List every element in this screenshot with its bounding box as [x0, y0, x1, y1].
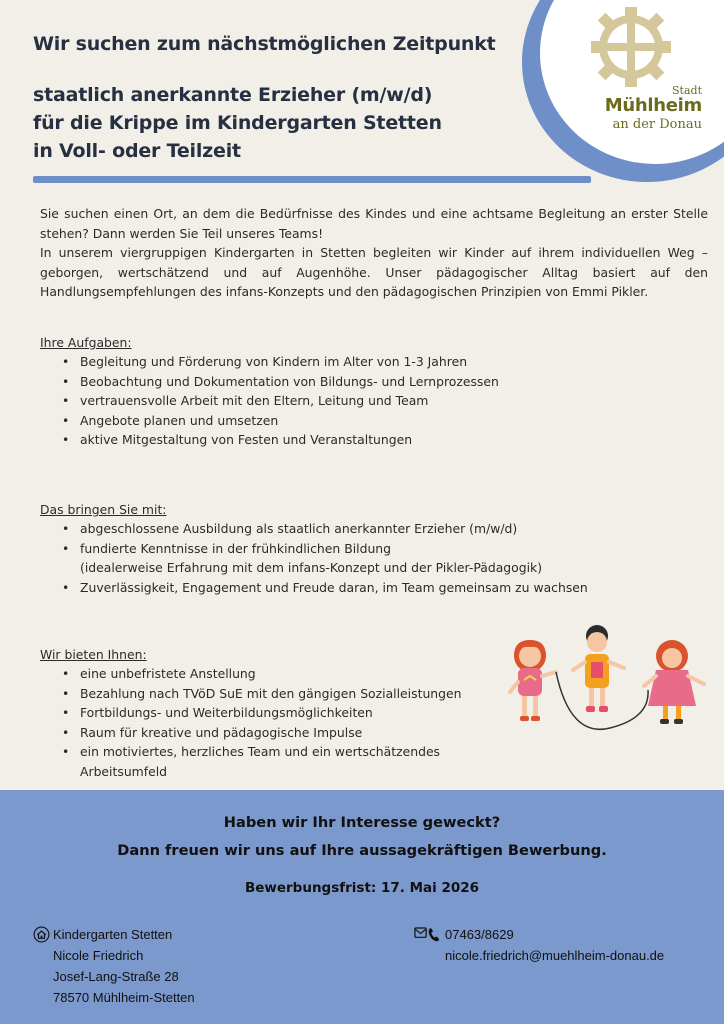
tasks-heading: Ihre Aufgaben:: [40, 335, 132, 350]
list-item: [62, 539, 700, 578]
job-title-line: für die Krippe im Kindergarten Stetten: [33, 112, 442, 134]
address-line: Josef-Lang-Straße 28: [53, 969, 179, 984]
job-title-line: staatlich anerkannte Erzieher (m/w/d): [33, 84, 433, 106]
tasks-list: [62, 352, 700, 450]
email-address: nicole.friedrich@muehlheim-donau.de: [445, 948, 665, 963]
address-line: Kindergarten Stetten: [53, 927, 173, 942]
list-item: • ein motiviertes, herzliches Team und ein wertschätzendes Arbeitsumfeld: [62, 742, 510, 781]
contact-row: [414, 924, 664, 945]
logo-line-stadt: Stadt: [672, 84, 702, 97]
requirements-heading: Das bringen Sie mit:: [40, 502, 167, 517]
address-row: [33, 945, 195, 966]
home-icon: [33, 926, 50, 943]
list-item-continuation: (idealerweise Erfahrung mit dem infans-Konzept und der Pikler-Pädagogik): [80, 560, 543, 576]
list-item: • abgeschlossene Ausbildung als staatlich anerkannter Erzieher (m/w/d): [62, 519, 700, 539]
address-row: [33, 924, 195, 945]
list-item: • Fortbildungs- und Weiterbildungsmöglichkeiten: [62, 703, 510, 723]
address-row: [33, 966, 195, 987]
intro-text: [40, 204, 708, 302]
intro-paragraph: Sie suchen einen Ort, an dem die Bedürfnisse des Kindes und eine achtsame Begleitung an erster Stelle stehen? Dann werden Sie Teil unseres Teams!: [40, 206, 708, 241]
job-title: [33, 81, 513, 165]
contact-row: [414, 945, 664, 966]
cta-question: Haben wir Ihr Interesse geweckt?: [223, 814, 501, 831]
list-item: • Begleitung und Förderung von Kindern im Alter von 1-3 Jahren: [62, 352, 700, 372]
list-item: • Raum für kreative und pädagogische Impulse: [62, 723, 510, 743]
intro-paragraph: In unserem viergruppigen Kindergarten in Stetten begleiten wir Kinder auf ihrem individuellen Weg – geborgen, wertschätzend und auf Augenhöhe. Unser pädagogischer Alltag basiert auf den Handlungsempfehlungen des infans-Konzepts und den pädagogischen Prinzipien von Emmi Pikler.: [40, 245, 708, 299]
list-item: • eine unbefristete Anstellung: [62, 664, 510, 684]
offer-section: [40, 645, 510, 782]
address-block: [33, 924, 195, 1008]
offer-heading: Wir bieten Ihnen:: [40, 647, 147, 662]
list-item: • Angebote planen und umsetzen: [62, 411, 700, 431]
list-item: • vertrauensvolle Arbeit mit den Eltern, Leitung und Team: [62, 391, 700, 411]
application-deadline: Bewerbungsfrist: 17. Mai 2026: [244, 880, 480, 896]
list-item-text: fundierte Kenntnisse in der frühkindlichen Bildung: [80, 540, 392, 556]
heading-intro: Wir suchen zum nächstmöglichen Zeitpunkt: [33, 33, 496, 55]
requirements-section: [40, 500, 700, 597]
phone-number: 07463/8629: [445, 927, 514, 942]
cta-invitation: Dann freuen wir uns auf Ihre aussagekräftigen Bewerbung.: [117, 842, 607, 859]
heading-divider: [33, 176, 591, 183]
children-illustration: [500, 620, 715, 740]
address-row: [33, 987, 195, 1008]
address-line: 78570 Mühlheim-Stetten: [53, 990, 195, 1005]
offer-list: [62, 664, 510, 782]
list-item: • Beobachtung und Dokumentation von Bildungs- und Lernprozessen: [62, 372, 700, 392]
requirements-list: [62, 519, 700, 597]
job-title-line: in Voll- oder Teilzeit: [33, 140, 241, 162]
logo-emblem-icon: [590, 6, 672, 88]
child-figure-right: [644, 640, 704, 724]
child-figure-middle: [573, 625, 624, 712]
list-item: • Bezahlung nach TVöD SuE mit den gängigen Sozialleistungen: [62, 684, 510, 704]
tasks-section: [40, 333, 700, 450]
list-item: • Zuverlässigkeit, Engagement und Freude daran, im Team gemeinsam zu wachsen: [62, 578, 700, 598]
phone-icon: [414, 926, 442, 943]
logo-line-name: Mühlheim: [604, 95, 702, 116]
contact-block: [414, 924, 664, 966]
list-item: • aktive Mitgestaltung von Festen und Veranstaltungen: [62, 430, 700, 450]
address-line: Nicole Friedrich: [53, 948, 144, 963]
child-figure-left: [510, 640, 556, 721]
logo-line-sub: an der Donau: [612, 117, 702, 132]
